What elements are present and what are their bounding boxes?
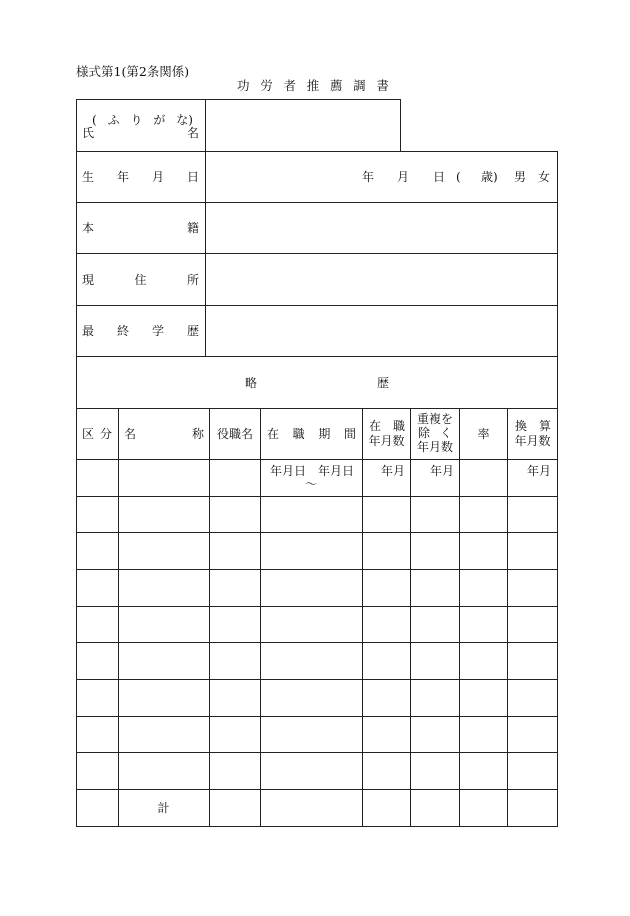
- grid-line: [118, 408, 119, 826]
- birth-day-unit: 日: [433, 170, 446, 184]
- grid-line: [507, 408, 508, 826]
- grid-line: [76, 642, 558, 643]
- grid-line: [410, 408, 411, 826]
- grid-line: [362, 408, 363, 826]
- grid-line: [76, 752, 558, 753]
- form-number: 様式第1(第2条関係): [76, 64, 190, 79]
- col-category-header: 区 分: [82, 427, 112, 441]
- col-overlap-header-line3: 年月数: [416, 440, 453, 454]
- name-field[interactable]: [206, 100, 400, 151]
- grid-line: [76, 496, 558, 497]
- furigana-label: ( ふ り が な): [92, 113, 193, 127]
- grid-line: [557, 151, 558, 826]
- address-field[interactable]: [206, 254, 557, 305]
- grid-line: [260, 408, 261, 826]
- gender-male[interactable]: 男: [514, 170, 527, 184]
- overlap-unit: 年月: [430, 464, 455, 478]
- col-overlap-header-line2: 除 く: [418, 426, 452, 440]
- grid-line: [76, 789, 558, 790]
- age-unit: 歳): [481, 170, 498, 184]
- grid-line: [76, 459, 558, 460]
- tenure-unit: 年月: [381, 464, 406, 478]
- birth-month-unit: 月: [397, 170, 410, 184]
- grid-line: [76, 356, 558, 357]
- col-rate-header: 率: [477, 427, 490, 441]
- career-heading: 略 歴: [245, 376, 389, 390]
- name-label: 氏 名: [82, 126, 199, 140]
- grid-line: [76, 606, 558, 607]
- grid-line: [209, 408, 210, 826]
- education-field[interactable]: [206, 306, 557, 356]
- birth-field[interactable]: [206, 152, 557, 202]
- birth-label: 生 年 月 日: [82, 170, 199, 184]
- col-tenure-header-line1: 在 職: [369, 419, 405, 433]
- address-label: 現 住 所: [82, 273, 199, 287]
- grid-line: [76, 716, 558, 717]
- grid-line: [459, 408, 460, 826]
- col-org-name-header: 名 称: [124, 427, 204, 441]
- col-position-header: 役職名: [216, 427, 253, 441]
- gender-female[interactable]: 女: [538, 170, 551, 184]
- grid-line: [76, 679, 558, 680]
- grid-line: [400, 99, 401, 151]
- col-converted-header-line1: 換 算: [515, 419, 551, 433]
- total-label: 計: [157, 801, 170, 815]
- col-overlap-header-line1: 重複を: [416, 412, 453, 426]
- col-converted-header-line2: 年月数: [514, 434, 551, 448]
- col-period-header: 在 職 期 間: [267, 427, 356, 441]
- period-to-unit: 年月日: [318, 464, 355, 478]
- period-tilde: ～: [305, 477, 318, 491]
- converted-unit: 年月: [527, 464, 552, 478]
- education-label: 最 終 学 歴: [82, 324, 199, 338]
- birth-year-unit: 年: [362, 170, 375, 184]
- period-from-unit: 年月日: [270, 464, 307, 478]
- age-open-paren: (: [456, 170, 461, 184]
- grid-line: [76, 826, 558, 827]
- document-title: 功 労 者 推 薦 調 書: [237, 78, 389, 93]
- col-tenure-header-line2: 年月数: [368, 434, 405, 448]
- grid-line: [76, 99, 77, 826]
- grid-line: [76, 532, 558, 533]
- domicile-label: 本 籍: [82, 221, 199, 235]
- domicile-field[interactable]: [206, 203, 557, 253]
- grid-line: [76, 408, 558, 409]
- grid-line: [76, 569, 558, 570]
